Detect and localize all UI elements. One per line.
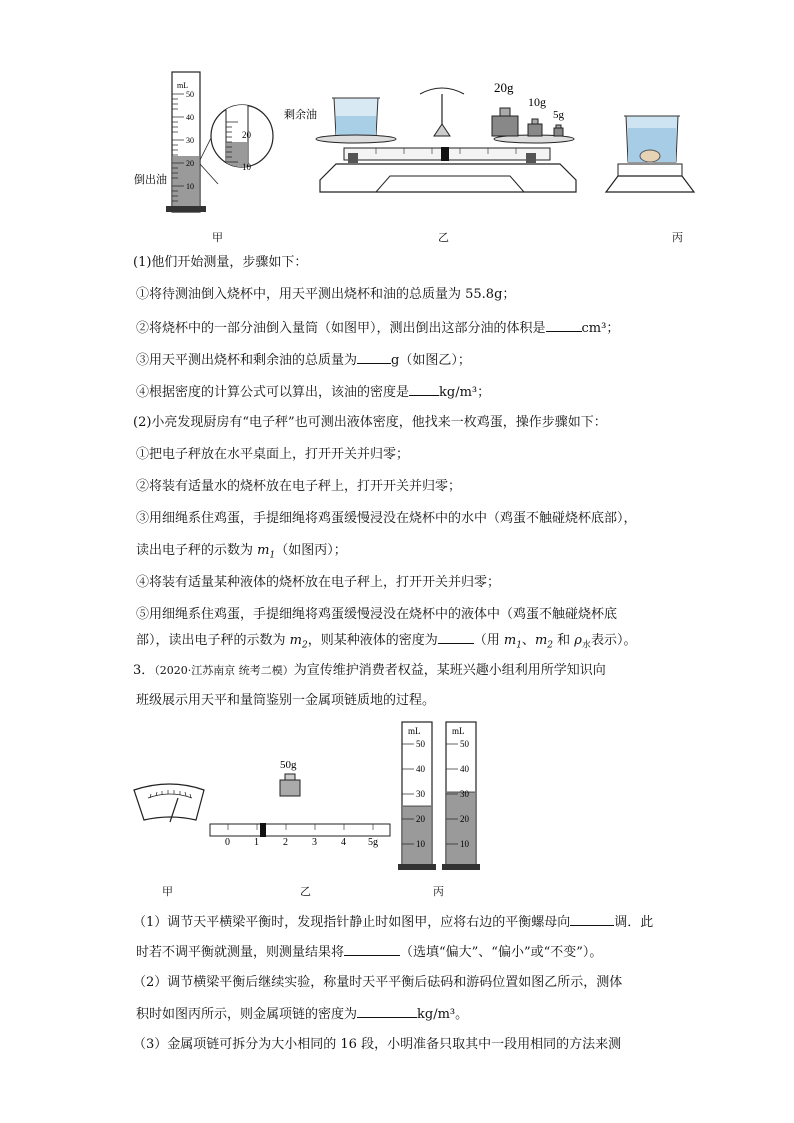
q2-part1-step2 bbox=[136, 319, 619, 337]
q2-part2-intro: (2)小亮发现厨房有“电子秤”也可测出液体密度，他找来一枚鸡蛋，操作步骤如下： bbox=[133, 415, 607, 430]
q2-part2-step3-line2 bbox=[136, 543, 347, 564]
weight-10g: 10g bbox=[528, 95, 546, 109]
q2-part2-step2: ②将装有适量水的烧杯放在电子秤上，打开开关并归零； bbox=[136, 479, 462, 494]
answer-blank-nut-direction[interactable] bbox=[570, 913, 614, 926]
fig1-caption-yi: 乙 bbox=[438, 231, 449, 244]
q2-part2-step5-end: 表示）。 bbox=[590, 633, 637, 648]
cylinder-a-tick-50: 50 bbox=[416, 739, 425, 749]
q2-part1-step1: ①将待测油倒入烧杯中，用天平测出烧杯和油的总质量为 55.8g； bbox=[136, 287, 516, 302]
figure-oil-density bbox=[130, 64, 700, 224]
q3-stem: 为宣传维护消费者权益，某班兴趣小组利用所学知识向 bbox=[293, 663, 606, 678]
cylinder-tick-10: 10 bbox=[186, 182, 194, 191]
cylinder-tick-40: 40 bbox=[186, 113, 194, 122]
var-m1-b: m bbox=[503, 633, 517, 648]
cylinder-bing-after bbox=[442, 722, 480, 870]
q2-part1-step3-text: ③用天平测出烧杯和剩余油的总质量为 bbox=[136, 353, 358, 368]
q2-part2-step3-ref: （如图丙）； bbox=[275, 543, 347, 558]
cylinder-b-unit: mL bbox=[452, 726, 465, 736]
zoom-tick-10: 10 bbox=[242, 162, 251, 172]
cylinder-a-tick-30: 30 bbox=[416, 789, 425, 799]
zoom-tick-20: 20 bbox=[242, 130, 251, 140]
cylinder-a-unit: mL bbox=[408, 726, 421, 736]
q2-part1-step4-unit: kg/m³； bbox=[439, 385, 491, 400]
q3-part1-choices: （选填“偏大”、“偏小”或“不变”）。 bbox=[400, 945, 603, 960]
q2-part1-step2-unit: cm³； bbox=[581, 321, 620, 336]
var-m1-sub: 1 bbox=[269, 550, 276, 561]
q2-part2-step5-ask: ，则某种液体的密度为 bbox=[307, 633, 438, 648]
q2-part1-step4 bbox=[136, 383, 490, 401]
fig2-caption-jia: 甲 bbox=[162, 885, 173, 898]
q3-header-line2: 班级展示用天平和量筒鉴别一金属项链质地的过程。 bbox=[136, 693, 436, 708]
q2-part1-step4-text: ④根据密度的计算公式可以算出，该油的密度是 bbox=[136, 385, 410, 400]
q2-part2-step5-line2 bbox=[136, 631, 636, 654]
cylinder-tick-30: 30 bbox=[186, 136, 194, 145]
q3-part2-line1: （2）调节横梁平衡后继续实验，称量时天平平衡后砝码和游码位置如图乙所示，测体 bbox=[133, 975, 623, 990]
q2-part2-step3-text: 读出电子秤的示数为 bbox=[136, 543, 258, 558]
fig2-caption-yi: 乙 bbox=[300, 885, 311, 898]
q2-part1-step3 bbox=[136, 351, 471, 369]
q2-part2-step5-and: 和 bbox=[553, 633, 575, 648]
fig1-caption-bing: 丙 bbox=[672, 231, 683, 244]
q3-part1-text: （1）调节天平横梁平衡时，发现指针静止时如图甲，应将右边的平衡螺母向 bbox=[133, 915, 571, 930]
q3-part2-text: 积时如图丙所示，则金属项链的密度为 bbox=[136, 1007, 358, 1022]
q2-part2-step1: ①把电子秤放在水平桌面上，打开开关并归零； bbox=[136, 447, 410, 462]
remaining-oil-label: 剩余油 bbox=[284, 109, 317, 121]
beam-and-weight-yi bbox=[210, 759, 390, 848]
q3-header-line1 bbox=[133, 663, 606, 679]
q3-part1-line1 bbox=[133, 913, 653, 931]
q3-beam-tick-0: 0 bbox=[225, 837, 230, 848]
cylinder-unit-label: mL bbox=[177, 81, 189, 90]
var-m1: m bbox=[257, 543, 270, 558]
q3-part3-line1: （3）金属项链可拆分为大小相同的 16 段，小明准备只取其中一段用相同的方法来测 bbox=[133, 1037, 622, 1052]
cylinder-b-tick-50: 50 bbox=[460, 739, 469, 749]
necklace-weight-50g: 50g bbox=[280, 759, 297, 771]
var-m2: m bbox=[289, 633, 302, 648]
q2-part2-step5-sep: 、 bbox=[521, 633, 535, 648]
answer-blank-liquid-density[interactable] bbox=[438, 631, 474, 644]
cylinder-tick-20: 20 bbox=[186, 159, 194, 168]
q2-part2-step5-text: 部），读出电子秤的示数为 bbox=[136, 633, 290, 648]
q3-part2-unit: kg/m³。 bbox=[417, 1007, 469, 1022]
q3-beam-tick-2: 2 bbox=[283, 837, 288, 848]
q3-part2-line2 bbox=[136, 1005, 468, 1023]
var-m2-b: m bbox=[534, 633, 548, 648]
weight-20g: 20g bbox=[494, 80, 514, 95]
electronic-scale-bing bbox=[606, 116, 694, 192]
answer-blank-mass[interactable] bbox=[357, 351, 391, 364]
q2-part2-step4: ④将装有适量某种液体的烧杯放在电子秤上，打开开关并归零； bbox=[136, 575, 501, 590]
q3-beam-tick-5g: 5g bbox=[368, 837, 378, 848]
var-m1-b-sub: 1 bbox=[516, 640, 522, 651]
figure-necklace-density bbox=[130, 718, 500, 878]
q2-part2-step5-open: （用 bbox=[473, 633, 504, 648]
graduated-cylinder-jia bbox=[166, 72, 218, 212]
answer-blank-measure-result[interactable] bbox=[344, 943, 400, 956]
q3-beam-tick-3: 3 bbox=[312, 837, 317, 848]
cylinder-b-tick-40: 40 bbox=[460, 764, 469, 774]
fig2-caption-bing: 丙 bbox=[433, 885, 444, 898]
cylinder-zoom-circle bbox=[211, 104, 273, 174]
answer-blank-density[interactable] bbox=[409, 383, 439, 396]
cylinder-b-tick-30: 30 bbox=[460, 789, 469, 799]
q2-part1-step3-unit: g（如图乙）； bbox=[391, 353, 471, 368]
q3-number: 3． bbox=[133, 663, 155, 678]
cylinder-b-tick-10: 10 bbox=[460, 839, 469, 849]
q3-beam-tick-1: 1 bbox=[254, 837, 259, 848]
q3-part1-line2 bbox=[136, 943, 602, 961]
var-m2-b-sub: 2 bbox=[547, 640, 553, 651]
q2-part2-step3-line1: ③用细绳系住鸡蛋，手提细绳将鸡蛋缓慢浸没在烧杯中的水中（鸡蛋不触碰烧杯底部）， bbox=[136, 511, 637, 526]
q2-part1-intro: (1)他们开始测量，步骤如下： bbox=[133, 255, 308, 270]
var-m2-sub: 2 bbox=[301, 640, 308, 651]
cylinder-a-tick-10: 10 bbox=[416, 839, 425, 849]
balance-yi bbox=[284, 80, 576, 192]
q3-part1-tail: 调．此 bbox=[614, 915, 654, 930]
q3-beam-tick-4: 4 bbox=[341, 837, 346, 848]
q3-part1-cont: 时若不调平衡就测量，则测量结果将 bbox=[136, 945, 345, 960]
q3-source: （2020·江苏南京 统考二模） bbox=[154, 664, 294, 677]
poured-oil-label: 倒出油 bbox=[134, 174, 167, 186]
answer-blank-necklace-density[interactable] bbox=[357, 1005, 417, 1018]
fig1-caption-jia: 甲 bbox=[212, 231, 223, 244]
q2-part1-step2-text: ②将烧杯中的一部分油倒入量筒（如图甲），测出倒出这部分油的体积是 bbox=[136, 321, 546, 336]
cylinder-tick-50: 50 bbox=[186, 90, 194, 99]
cylinder-a-tick-20: 20 bbox=[416, 814, 425, 824]
answer-blank-volume[interactable] bbox=[546, 319, 582, 332]
cylinder-bing-before bbox=[398, 722, 436, 870]
q2-part2-step5-line1: ⑤用细绳系住鸡蛋，手提细绳将鸡蛋缓慢浸没在烧杯中的液体中（鸡蛋不触碰烧杯底 bbox=[136, 607, 618, 622]
cylinder-a-tick-40: 40 bbox=[416, 764, 425, 774]
cylinder-b-tick-20: 20 bbox=[460, 814, 469, 824]
weight-5g: 5g bbox=[553, 109, 564, 121]
var-rho-water-sub: 水 bbox=[581, 640, 591, 651]
var-rho-water: ρ bbox=[574, 633, 582, 648]
balance-pointer-dial-jia bbox=[134, 784, 204, 822]
